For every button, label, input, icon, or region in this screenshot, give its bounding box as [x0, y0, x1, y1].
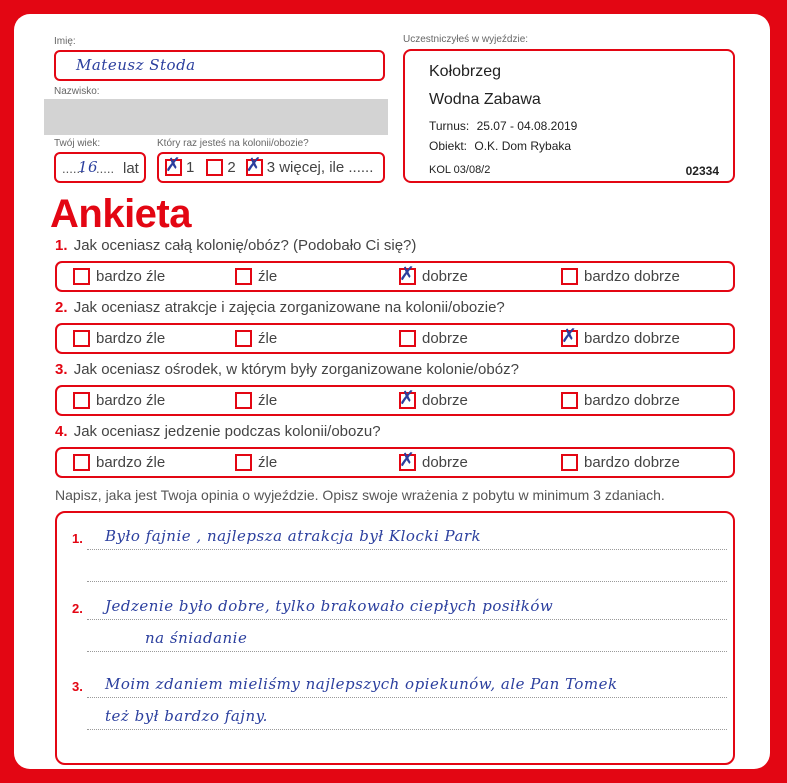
answer-checkbox[interactable]: [235, 268, 252, 285]
imie-value: Mateusz Stoda: [76, 56, 196, 74]
ktory-raz-option-2: 2: [227, 159, 236, 176]
answer-option[interactable]: [561, 268, 680, 285]
checkmark-icon: ✗: [561, 325, 577, 347]
opinion-text-line: Moim zdaniem mieliśmy najlepszych opiekunów, ale Pan Tomek: [105, 675, 618, 693]
wiek-field[interactable]: [54, 152, 146, 183]
opinion-number: 2.: [72, 601, 83, 616]
answer-label: bardzo dobrze: [584, 454, 680, 471]
opinion-dotted-line: [87, 651, 727, 652]
answer-checkbox[interactable]: [561, 392, 578, 409]
trip-obiekt: [429, 139, 571, 153]
wiek-label: Twój wiek:: [54, 138, 101, 149]
ktory-raz-field: [157, 152, 385, 183]
opinion-dotted-line: [87, 729, 727, 730]
answer-option[interactable]: [561, 392, 680, 409]
answer-label: bardzo dobrze: [584, 392, 680, 409]
trip-name: Wodna Zabawa: [429, 91, 541, 108]
wiek-value: 16: [78, 158, 99, 176]
opinion-dotted-line: [87, 619, 727, 620]
answer-label: źle: [258, 268, 278, 285]
answer-checkbox[interactable]: [73, 454, 90, 471]
imie-field[interactable]: [54, 50, 385, 81]
answer-row-1: [55, 261, 735, 292]
turnus-value: 25.07 - 04.08.2019: [476, 119, 578, 133]
answer-option[interactable]: [235, 392, 277, 409]
question-number: 4.: [55, 423, 68, 440]
opinion-dotted-line: [87, 581, 727, 582]
question-1: [55, 237, 416, 254]
opinion-prompt: Napisz, jaka jest Twoja opinia o wyjeździe. Opisz swoje wrażenia z pobytu w minimum 3 zdaniach.: [55, 487, 665, 503]
checkmark-icon: ✗: [399, 449, 415, 471]
question-4: [55, 423, 381, 440]
nazwisko-label: Nazwisko:: [54, 86, 100, 97]
answer-checkbox[interactable]: [73, 268, 90, 285]
question-3: [55, 361, 519, 378]
answer-checkbox[interactable]: [399, 449, 416, 471]
turnus-label: Turnus:: [429, 119, 470, 133]
ktory-raz-label: Który raz jesteś na kolonii/obozie?: [157, 138, 309, 149]
ktory-raz-checkbox-3[interactable]: [245, 154, 263, 176]
answer-checkbox[interactable]: [561, 325, 578, 347]
uczestnik-label: Uczestniczyłeś w wyjeździe:: [403, 34, 529, 45]
imie-label: Imię:: [54, 36, 76, 47]
question-number: 2.: [55, 299, 68, 316]
answer-option[interactable]: [73, 454, 165, 471]
opinion-number: 1.: [72, 531, 83, 546]
answer-option[interactable]: [561, 325, 680, 347]
trip-city: Kołobrzeg: [429, 63, 502, 80]
wiek-dots-right: .....: [96, 161, 115, 176]
trip-number: 02334: [685, 164, 719, 178]
answer-option[interactable]: [235, 454, 277, 471]
answer-option[interactable]: [73, 392, 165, 409]
answer-option[interactable]: [399, 263, 468, 285]
answer-label: dobrze: [422, 268, 468, 285]
obiekt-label: Obiekt:: [429, 139, 468, 153]
answer-checkbox[interactable]: [399, 387, 416, 409]
trip-info-box: [403, 49, 735, 183]
answer-checkbox[interactable]: [73, 392, 90, 409]
answer-label: dobrze: [422, 330, 468, 347]
opinion-text-line: Jedzenie było dobre, tylko brakowało ciepłych posiłków: [105, 597, 554, 615]
answer-label: bardzo źle: [96, 268, 166, 285]
answer-label: dobrze: [422, 454, 468, 471]
question-text: Jak oceniasz ośrodek, w którym były zorganizowane kolonie/obóz?: [73, 361, 519, 378]
checkmark-icon: ✗: [399, 387, 415, 409]
answer-checkbox[interactable]: [399, 330, 416, 347]
answer-label: bardzo źle: [96, 330, 166, 347]
trip-code: KOL 03/08/2: [429, 164, 491, 176]
opinion-dotted-line: [87, 549, 727, 550]
answer-option[interactable]: [73, 330, 165, 347]
survey-title: Ankieta: [50, 192, 191, 236]
answer-checkbox[interactable]: [235, 392, 252, 409]
answer-checkbox[interactable]: [73, 330, 90, 347]
answer-option[interactable]: [561, 454, 680, 471]
wiek-unit: lat: [123, 160, 139, 177]
answer-checkbox[interactable]: [399, 263, 416, 285]
question-text: Jak oceniasz całą kolonię/obóz? (Podobało Ci się?): [73, 237, 417, 254]
answer-label: bardzo dobrze: [584, 268, 680, 285]
answer-option[interactable]: [399, 387, 468, 409]
answer-label: źle: [258, 454, 278, 471]
ktory-raz-option-1: 1: [186, 159, 195, 176]
question-text: Jak oceniasz jedzenie podczas kolonii/obozu?: [73, 423, 381, 440]
obiekt-value: O.K. Dom Rybaka: [474, 139, 572, 153]
answer-option[interactable]: [73, 268, 165, 285]
opinion-box[interactable]: [55, 511, 735, 765]
answer-row-2: [55, 323, 735, 354]
answer-label: bardzo źle: [96, 392, 166, 409]
answer-checkbox[interactable]: [235, 454, 252, 471]
opinion-text-line: też był bardzo fajny.: [105, 707, 268, 725]
answer-checkbox[interactable]: [235, 330, 252, 347]
opinion-number: 3.: [72, 679, 83, 694]
answer-label: źle: [258, 330, 278, 347]
question-number: 1.: [55, 237, 68, 254]
opinion-text-line: Było fajnie , najlepsza atrakcja był Klocki Park: [105, 527, 482, 545]
nazwisko-redacted: [44, 99, 388, 135]
checkmark-icon: ✗: [399, 263, 415, 285]
ktory-raz-option-3: 3 więcej, ile ......: [266, 159, 374, 176]
answer-option[interactable]: [235, 268, 277, 285]
answer-label: dobrze: [422, 392, 468, 409]
answer-option[interactable]: [399, 449, 468, 471]
ktory-raz-checkbox-2[interactable]: [206, 159, 223, 176]
answer-checkbox[interactable]: [561, 454, 578, 471]
checkmark-icon: ✗: [245, 154, 262, 176]
question-number: 3.: [55, 361, 68, 378]
answer-label: bardzo źle: [96, 454, 166, 471]
answer-row-4: [55, 447, 735, 478]
wiek-dots-left: ......: [62, 161, 84, 176]
answer-label: bardzo dobrze: [584, 330, 680, 347]
answer-row-3: [55, 385, 735, 416]
opinion-text-line: na śniadanie: [145, 629, 248, 647]
answer-label: źle: [258, 392, 278, 409]
question-text: Jak oceniasz atrakcje i zajęcia zorganizowane na kolonii/obozie?: [73, 299, 505, 316]
answer-option[interactable]: [235, 330, 277, 347]
ktory-raz-checkbox-1[interactable]: [165, 154, 182, 176]
answer-option[interactable]: [399, 330, 468, 347]
question-2: [55, 299, 505, 316]
opinion-dotted-line: [87, 697, 727, 698]
trip-turnus: [429, 119, 577, 133]
answer-checkbox[interactable]: [561, 268, 578, 285]
checkmark-icon: ✗: [165, 154, 181, 176]
